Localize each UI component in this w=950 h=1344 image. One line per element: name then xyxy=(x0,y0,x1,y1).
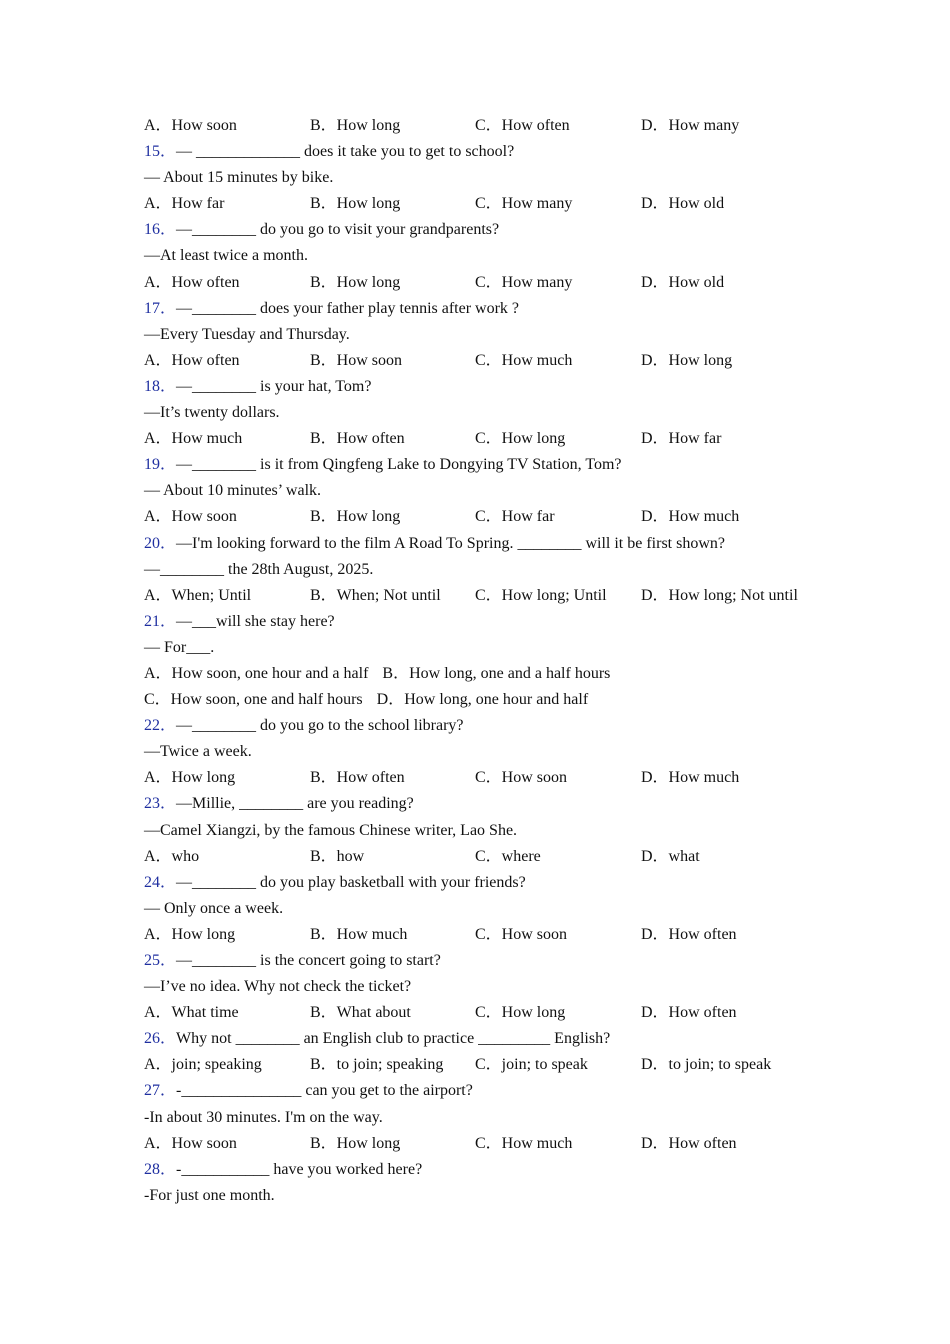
question-line xyxy=(144,870,864,896)
question-number: 24． xyxy=(144,873,177,891)
answer-line: — About 10 minutes’ walk. xyxy=(144,482,322,500)
answer-line: -For just one month. xyxy=(144,1186,275,1204)
question-number: 16． xyxy=(144,221,177,239)
question-number: 18． xyxy=(144,377,177,395)
question-line xyxy=(144,1157,864,1183)
answer-line: — About 15 minutes by bike. xyxy=(144,169,334,187)
option-item: B．How long, one and a half hours xyxy=(382,664,611,682)
options-row xyxy=(144,687,864,713)
options-row xyxy=(144,426,864,452)
option-b: B．What about xyxy=(310,1004,411,1022)
option-a: A．How far xyxy=(144,195,225,213)
options-row xyxy=(144,1131,864,1157)
option-b: B．How soon xyxy=(310,351,403,369)
option-b: B．How long xyxy=(310,195,401,213)
option-c: C．How long xyxy=(475,1004,566,1022)
question-line xyxy=(144,1026,864,1052)
question-text: -_______________ can you get to the airport? xyxy=(176,1082,473,1100)
option-b: B．How long xyxy=(310,117,401,134)
question-number: 26． xyxy=(144,1030,177,1048)
question-text: —Millie, ________ are you reading? xyxy=(176,795,414,813)
question-line xyxy=(144,296,864,322)
answer-line: —At least twice a month. xyxy=(144,247,308,265)
options-row xyxy=(144,504,864,530)
question-text: —I'm looking forward to the film A Road To Spring. ________ will it be first shown? xyxy=(176,534,725,552)
answer-line: — Only once a week. xyxy=(144,899,284,917)
option-item: C．How soon, one and half hours xyxy=(144,691,363,709)
question-text: —___will she stay here? xyxy=(176,612,335,630)
answer-line: —Camel Xiangzi, by the famous Chinese writer, Lao She. xyxy=(144,821,518,839)
question-number: 27． xyxy=(144,1082,177,1100)
option-a: A．When; Until xyxy=(144,586,252,604)
question-line xyxy=(144,948,864,974)
answer-line: -In about 30 minutes. I'm on the way. xyxy=(144,1108,383,1126)
option-c: C．How long xyxy=(475,430,566,448)
question-text: —________ is the concert going to start? xyxy=(176,952,441,969)
question-text: — _____________ does it take you to get to school? xyxy=(176,143,515,161)
option-a: A．How much xyxy=(144,430,243,448)
option-d: D．How far xyxy=(641,430,722,448)
options-row xyxy=(144,348,864,374)
option-a: A．How often xyxy=(144,351,240,369)
option-d: D．How old xyxy=(641,195,725,213)
option-a: A．How long xyxy=(144,925,236,943)
options-row xyxy=(144,765,864,791)
question-line xyxy=(144,452,864,478)
question-text: —________ do you go to visit your grandparents? xyxy=(176,221,500,239)
option-c: C．How much xyxy=(475,351,573,369)
question-number: 19． xyxy=(144,456,177,474)
option-b: B．How often xyxy=(310,430,405,448)
question-number: 22． xyxy=(144,717,177,735)
options-row xyxy=(144,844,864,870)
option-c: C．join; to speak xyxy=(475,1056,588,1074)
option-c: C．How soon xyxy=(475,925,568,943)
question-text: Why not ________ an English club to practice _________ English? xyxy=(176,1030,611,1048)
answer-line: —________ the 28th August, 2025. xyxy=(144,560,374,578)
answer-line: —I’ve no idea. Why not check the ticket? xyxy=(144,978,412,996)
option-d: D．How long xyxy=(641,351,733,369)
question-number: 20． xyxy=(144,534,177,552)
option-a: A．join; speaking xyxy=(144,1056,262,1074)
option-c: C．where xyxy=(475,847,541,865)
question-number: 23． xyxy=(144,795,177,813)
question-number: 17． xyxy=(144,299,177,317)
question-line xyxy=(144,531,864,557)
question-line xyxy=(144,713,864,739)
question-list xyxy=(144,113,864,1209)
options-row xyxy=(144,922,864,948)
question-line xyxy=(144,374,864,400)
question-line xyxy=(144,217,864,243)
option-c: C．How far xyxy=(475,508,555,526)
question-number: 15． xyxy=(144,143,177,161)
answer-line: —It’s twenty dollars. xyxy=(144,404,280,422)
question-line xyxy=(144,1078,864,1104)
option-d: D．How old xyxy=(641,273,725,291)
option-d: D．How often xyxy=(641,925,737,943)
question-line xyxy=(144,609,864,635)
option-c: C．How soon xyxy=(475,769,568,787)
option-c: C．How much xyxy=(475,1134,573,1152)
option-item: A．How soon, one hour and a half xyxy=(144,664,369,682)
option-b: B．How long xyxy=(310,508,401,526)
question-text: -___________ have you worked here? xyxy=(176,1160,423,1178)
question-text: —________ is it from Qingfeng Lake to Dongying TV Station, Tom? xyxy=(176,456,622,474)
option-d: D．How many xyxy=(641,117,740,134)
option-a: A．How soon xyxy=(144,117,237,134)
option-b: B．how xyxy=(310,847,365,865)
question-number: 21． xyxy=(144,612,177,630)
option-b: B．When; Not until xyxy=(310,586,441,604)
options-row xyxy=(144,583,864,609)
options-row xyxy=(144,1052,864,1078)
option-a: A．How often xyxy=(144,273,240,291)
option-b: B．How much xyxy=(310,925,408,943)
question-text: —________ do you play basketball with your friends? xyxy=(176,873,526,891)
option-d: D．to join; to speak xyxy=(641,1056,772,1074)
option-d: D．How often xyxy=(641,1004,737,1022)
option-c: C．How many xyxy=(475,195,573,213)
option-d: D．How long; Not until xyxy=(641,586,798,604)
option-a: A．How soon xyxy=(144,508,237,526)
question-line xyxy=(144,791,864,817)
option-b: B．How long xyxy=(310,1134,401,1152)
options-row xyxy=(144,191,864,217)
options-row xyxy=(144,661,864,687)
option-c: C．How long; Until xyxy=(475,586,607,604)
question-number: 25． xyxy=(144,952,177,969)
option-c: C．How often xyxy=(475,117,570,134)
option-d: D．How often xyxy=(641,1134,737,1152)
option-b: B．How long xyxy=(310,273,401,291)
option-d: D．what xyxy=(641,847,700,865)
question-number: 28． xyxy=(144,1160,177,1178)
question-text: —________ do you go to the school library? xyxy=(176,717,464,735)
option-b: B．How often xyxy=(310,769,405,787)
question-text: —________ does your father play tennis after work ? xyxy=(176,299,520,317)
option-a: A．What time xyxy=(144,1004,239,1022)
option-a: A．How long xyxy=(144,769,236,787)
option-d: D．How much xyxy=(641,769,740,787)
option-a: A．who xyxy=(144,847,200,865)
option-a: A．How soon xyxy=(144,1134,237,1152)
options-row xyxy=(144,1000,864,1026)
option-d: D．How much xyxy=(641,508,740,526)
option-c: C．How many xyxy=(475,273,573,291)
answer-line: —Every Tuesday and Thursday. xyxy=(144,325,350,343)
answer-line: — For___. xyxy=(144,638,215,656)
question-line xyxy=(144,139,864,165)
options-row xyxy=(144,270,864,296)
option-item: D．How long, one hour and half xyxy=(376,691,589,709)
option-b: B．to join; speaking xyxy=(310,1056,444,1074)
answer-line: —Twice a week. xyxy=(144,743,252,761)
question-text: —________ is your hat, Tom? xyxy=(176,377,372,395)
options-row xyxy=(144,113,864,139)
